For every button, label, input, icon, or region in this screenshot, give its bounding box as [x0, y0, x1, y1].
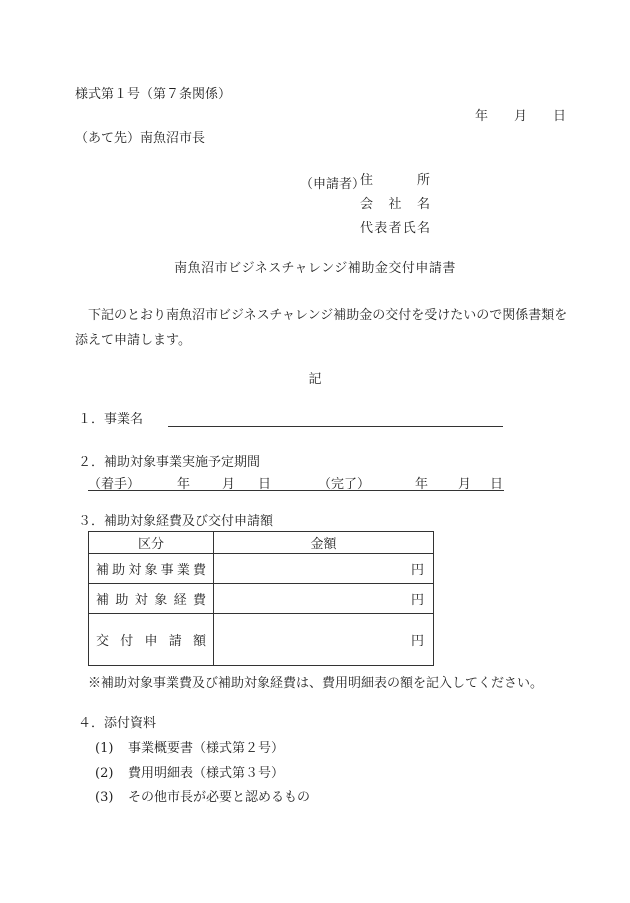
applicant-fields [360, 173, 430, 245]
period-start-label: （着手） [88, 477, 141, 492]
applicant-representative-label: 代表者氏名 [360, 221, 430, 236]
attachment-item [95, 786, 310, 805]
attachment-text: 費用明細表（様式第３号） [128, 766, 285, 781]
period-start-month-label: 月 [222, 477, 236, 492]
section3-label: ３．補助対象経費及び交付申請額 [78, 514, 274, 529]
amount-cell: 円 [214, 554, 434, 584]
attachment-item [95, 762, 284, 781]
amount-cell: 円 [214, 584, 434, 614]
table-row [89, 554, 434, 584]
table-header-category: 区分 [89, 532, 214, 554]
category-cell: 補助対象事業費 [89, 554, 214, 584]
period-end-year-label: 年 [415, 477, 429, 492]
table-row [89, 584, 434, 614]
table-row [89, 614, 434, 666]
addressee: （あて先）南魚沼市長 [75, 131, 206, 146]
applicant-address-label: 住 所 [360, 173, 430, 188]
table-header-amount: 金額 [214, 532, 434, 554]
document-title: 南魚沼市ビジネスチャレンジ補助金交付申請書 [174, 261, 456, 276]
applicant-label: （申請者） [300, 177, 366, 192]
amount-cell: 円 [214, 614, 434, 666]
section1-blank-line [168, 408, 503, 427]
section2-period-line [88, 473, 504, 491]
body-paragraph: 下記のとおり南魚沼市ビジネスチャレンジ補助金の交付を受けたいので関係書類を添えて申請します。 [75, 308, 568, 348]
period-end-month-label: 月 [458, 477, 472, 492]
applicant-company-label: 会 社 名 [360, 197, 430, 212]
category-cell: 交付申請額 [89, 614, 214, 666]
date-line: 年 月 日 [474, 109, 566, 124]
attachment-text: その他市長が必要と認めるもの [128, 790, 311, 805]
attachment-number: (3) [95, 790, 114, 805]
section1-label: １．事業名 [78, 412, 144, 427]
attachment-text: 事業概要書（様式第２号） [128, 741, 285, 756]
table-header-row [89, 532, 434, 554]
section2-label: ２．補助対象事業実施予定期間 [78, 455, 261, 470]
table-note: ※補助対象事業費及び補助対象経費は、費用明細表の額を記入してください。 [88, 676, 544, 691]
attachment-item [95, 737, 284, 756]
attachment-number: (2) [95, 766, 114, 781]
ki-mark: 記 [308, 372, 322, 387]
attachment-number: (1) [95, 741, 114, 756]
period-end-day-label: 日 [490, 477, 504, 492]
section4-label: ４．添付資料 [78, 716, 157, 731]
expense-table [88, 531, 434, 666]
period-end-label: （完了） [318, 477, 371, 492]
form-number: 様式第１号（第７条関係） [75, 87, 232, 102]
category-cell: 補助対象経費 [89, 584, 214, 614]
period-start-year-label: 年 [177, 477, 191, 492]
period-start-day-label: 日 [258, 477, 272, 492]
